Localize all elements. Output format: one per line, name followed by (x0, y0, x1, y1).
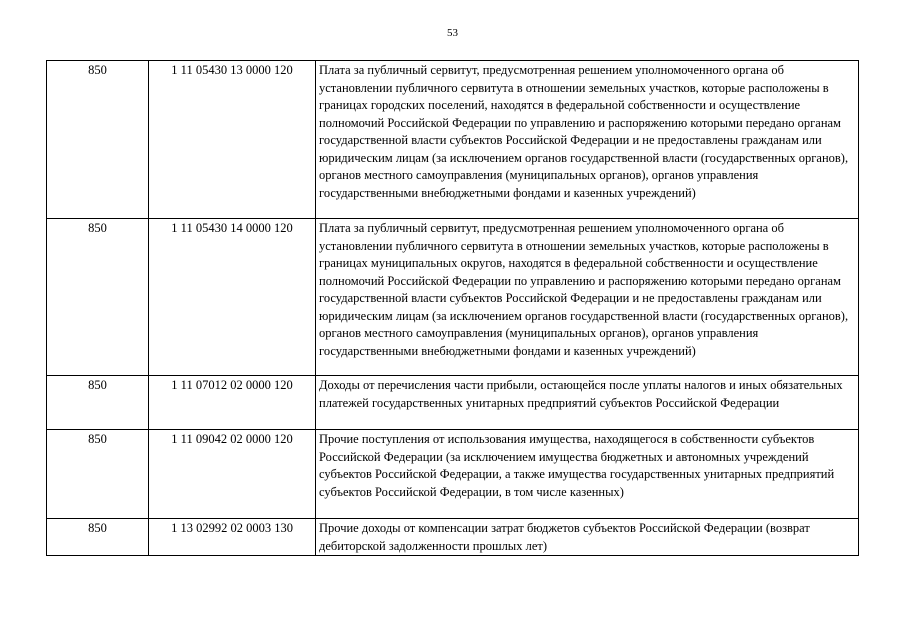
table-row (47, 519, 859, 556)
revenue-name-cell: Прочие доходы от компенсации затрат бюджетов субъектов Российской Федерации (возврат дебиторской задолженности прошлых лет) (316, 519, 859, 556)
admin-code-cell: 850 (47, 519, 149, 556)
revenue-name-cell: Плата за публичный сервитут, предусмотренная решением уполномоченного органа об установлении публичного сервитута в отношении земельных участков, которые расположены в границах муниципальных округов, находятся в федеральной собственности и осуществление полномочий Российской Федерации по управлению и распоряжению которыми передано органам государственной власти субъектов Российской Федерации и не предоставлены гражданам или юридическим лицам (за исключением органов государственной власти (государственных органов), органов местного самоуправления (муниципальных органов), органов управления государственными внебюджетными фондами и казенных учреждений) (316, 219, 859, 376)
budget-code-cell: 1 11 05430 14 0000 120 (149, 219, 316, 376)
budget-code-cell: 1 11 07012 02 0000 120 (149, 376, 316, 430)
revenue-codes-table (46, 60, 859, 556)
admin-code-cell: 850 (47, 430, 149, 519)
revenue-name-cell: Прочие поступления от использования имущества, находящегося в собственности субъектов Российской Федерации (за исключением имущества бюджетных и автономных учреждений субъектов Российской Федерации, а также имущества государственных унитарных предприятий субъектов Российской Федерации, в том числе казенных) (316, 430, 859, 519)
table-row (47, 430, 859, 519)
revenue-name-cell: Плата за публичный сервитут, предусмотренная решением уполномоченного органа об установлении публичного сервитута в отношении земельных участков, которые расположены в границах городских поселений, находятся в федеральной собственности и осуществление полномочий Российской Федерации по управлению и распоряжению которыми передано органам государственной власти субъектов Российской Федерации и не предоставлены гражданам или юридическим лицам (за исключением органов государственной власти (государственных органов), органов местного самоуправления (муниципальных органов), органов управления государственными внебюджетными фондами и казенных учреждений) (316, 61, 859, 219)
budget-code-cell: 1 13 02992 02 0003 130 (149, 519, 316, 556)
table-row (47, 61, 859, 219)
page-number: 53 (447, 27, 458, 39)
budget-code-cell: 1 11 09042 02 0000 120 (149, 430, 316, 519)
table-row (47, 219, 859, 376)
admin-code-cell: 850 (47, 376, 149, 430)
revenue-name-cell: Доходы от перечисления части прибыли, остающейся после уплаты налогов и иных обязательных платежей государственных унитарных предприятий субъектов Российской Федерации (316, 376, 859, 430)
table-row (47, 376, 859, 430)
admin-code-cell: 850 (47, 219, 149, 376)
admin-code-cell: 850 (47, 61, 149, 219)
budget-code-cell: 1 11 05430 13 0000 120 (149, 61, 316, 219)
